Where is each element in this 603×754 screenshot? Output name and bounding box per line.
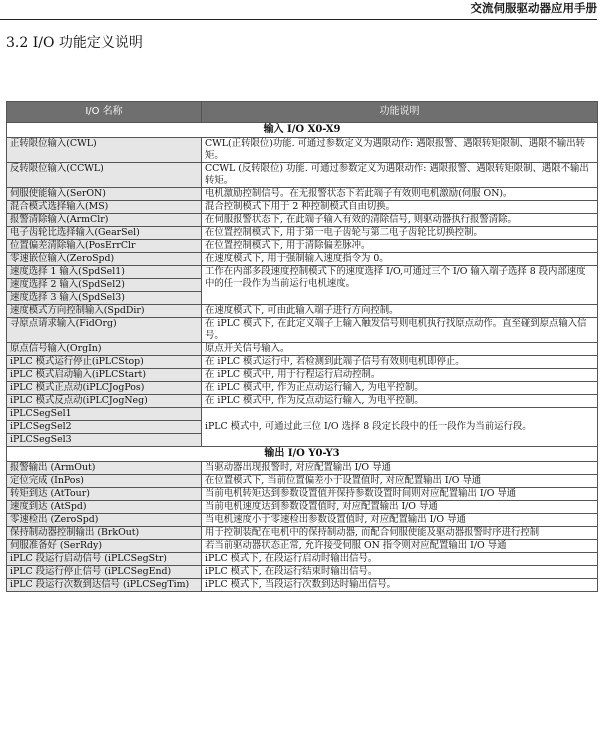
io-name: 寻原点请求输入(FidOrg) (7, 318, 202, 343)
table-row (7, 138, 598, 163)
table-row (7, 163, 598, 188)
table-row (7, 408, 598, 421)
io-name: 速度选择 2 输入(SpdSel2) (7, 279, 202, 292)
io-description: 当电机速度小于零速检出参数设置值时, 对应配置输出 I/O 导通 (202, 514, 598, 527)
table-row (7, 356, 598, 369)
table-row (7, 240, 598, 253)
table-row (7, 266, 598, 279)
io-name: 定位完成 (InPos) (7, 475, 202, 488)
io-name: 电子齿轮比选择输入(GearSel) (7, 227, 202, 240)
io-description: iPLC 模式下, 当段运行次数到达时输出信号。 (202, 579, 598, 592)
io-description: 在 iPLC 模式运行中, 若检测到此端子信号有效则电机即停止。 (202, 356, 598, 369)
io-name: 伺服准备好 (SerRdy) (7, 540, 202, 553)
io-name: 伺服使能输入(SerON) (7, 188, 202, 201)
io-name: 报警清除输入(ArmClr) (7, 214, 202, 227)
input-section-heading: 输入 I/O X0-X9 (7, 123, 598, 138)
io-description: 当驱动器出现报警时, 对应配置输出 I/O 导通 (202, 462, 598, 475)
io-description: 在位置控制模式下, 用于第一电子齿轮与第二电子齿轮比切换控制。 (202, 227, 598, 240)
io-description: 当前电机转矩达到参数设置值并保持参数设置时间则对应配置输出 I/O 导通 (202, 488, 598, 501)
io-name: 反转限位输入(CCWL) (7, 163, 202, 188)
io-description: 在速度模式下, 用于强制输入速度指令为 0。 (202, 253, 598, 266)
io-description: CWL(正转限位)功能. 可通过参数定义为遇限动作: 遇限报警、遇限转矩限制、遇限不输出转矩。 (202, 138, 598, 163)
io-description: 在伺服报警状态下, 在此端子输入有效的清除信号, 则驱动器执行报警清除。 (202, 214, 598, 227)
io-description: 若当前驱动器状态正常, 允许接受伺服 ON 指令则对应配置输出 I/O 导通 (202, 540, 598, 553)
table-row (7, 214, 598, 227)
io-name: iPLCSegSel3 (7, 434, 202, 447)
io-name: 转矩到达 (AtTour) (7, 488, 202, 501)
io-name: 速度到达 (AtSpd) (7, 501, 202, 514)
table-row (7, 501, 598, 514)
output-section-heading: 输出 I/O Y0-Y3 (7, 447, 598, 462)
column-header-function: 功能说明 (202, 102, 598, 123)
io-description: 电机激励控制信号。在无报警状态下若此端子有效则电机激励(伺服 ON)。 (202, 188, 598, 201)
io-name: 零速检出 (ZeroSpd) (7, 514, 202, 527)
table-row (7, 462, 598, 475)
io-name: 保持制动器控制输出 (BrkOut) (7, 527, 202, 540)
io-description: 在 iPLC 模式中, 作为正点动运行输入, 为电平控制。 (202, 382, 598, 395)
io-name: iPLC 模式启动输入(iPLCStart) (7, 369, 202, 382)
table-row (7, 514, 598, 527)
io-name: iPLCSegSel2 (7, 421, 202, 434)
table-row (7, 382, 598, 395)
table-row (7, 475, 598, 488)
io-name: 速度模式方向控制输入(SpdDir) (7, 305, 202, 318)
table-row (7, 527, 598, 540)
io-name: iPLC 段运行次数到达信号 (iPLCSegTim) (7, 579, 202, 592)
table-row (7, 188, 598, 201)
table-row (7, 488, 598, 501)
io-description: 工作在内部多段速度控制模式下的速度选择 I/O,可通过三个 I/O 输入端子选择 8 段内部速度中的任一段作为当前运行电机速度。 (202, 266, 598, 305)
io-description: 在 iPLC 模式中, 用于行程运行启动控制。 (202, 369, 598, 382)
io-description: iPLC 模式下, 在段运行结束时输出信号。 (202, 566, 598, 579)
table-row (7, 305, 598, 318)
io-description: 在位置模式下, 当前位置偏差小于设置值时, 对应配置输出 I/O 导通 (202, 475, 598, 488)
io-description: 在 iPLC 模式中, 作为反点动运行输入, 为电平控制。 (202, 395, 598, 408)
io-description: iPLC 模式下, 在段运行启动时输出信号。 (202, 553, 598, 566)
io-description: CCWL (反转限位) 功能. 可通过参数定义为遇限动作: 遇限报警、遇限转矩限制、遇限不输出转矩。 (202, 163, 598, 188)
io-name: 原点信号输入(OrgIn) (7, 343, 202, 356)
table-row (7, 369, 598, 382)
io-description: 混合控制模式下用于 2 种控制模式自由切换。 (202, 201, 598, 214)
io-function-table (6, 101, 598, 592)
table-row (7, 579, 598, 592)
io-description: 当前电机速度达到参数设置值时, 对应配置输出 I/O 导通 (202, 501, 598, 514)
section-title: 3.2 I/O 功能定义说明 (6, 35, 143, 51)
table-row (7, 343, 598, 356)
io-name: iPLC 模式运行停止(iPLCStop) (7, 356, 202, 369)
table-row (7, 553, 598, 566)
io-name: 位置偏差清除输入(PosErrClr (7, 240, 202, 253)
io-description: 在 iPLC 模式下, 在此定义端子上输入触发信号则电机执行找原点动作。直至碰到原点输入信号。 (202, 318, 598, 343)
io-description: 原点开关信号输入。 (202, 343, 598, 356)
table-row (7, 318, 598, 343)
io-name: 报警输出 (ArmOut) (7, 462, 202, 475)
io-name: 混合模式选择输入(MS) (7, 201, 202, 214)
column-header-io-name: I/O 名称 (7, 102, 202, 123)
io-name: iPLC 模式反点动(iPLCJogNeg) (7, 395, 202, 408)
io-name: iPLCSegSel1 (7, 408, 202, 421)
table-row (7, 227, 598, 240)
table-row (7, 540, 598, 553)
table-row (7, 253, 598, 266)
io-name: 正转限位输入(CWL) (7, 138, 202, 163)
io-description: 在位置控制模式下, 用于清除偏差脉冲。 (202, 240, 598, 253)
io-description: iPLC 模式中, 可通过此三位 I/O 选择 8 段定长段中的任一段作为当前运行段。 (202, 408, 598, 447)
table-row (7, 201, 598, 214)
io-name: 零速嵌位输入(ZeroSpd) (7, 253, 202, 266)
table-row (7, 395, 598, 408)
table-row (7, 566, 598, 579)
io-name: iPLC 段运行启动信号 (iPLCSegStr) (7, 553, 202, 566)
io-description: 在速度模式下, 可由此输入端子进行方向控制。 (202, 305, 598, 318)
running-header: 交流伺服驱动器应用手册 (0, 0, 597, 20)
io-description: 用于控制装配在电机中的保持制动器, 而配合伺服使能及驱动器报警时序进行控制 (202, 527, 598, 540)
io-name: 速度选择 1 输入(SpdSel1) (7, 266, 202, 279)
io-name: iPLC 段运行停止信号 (iPLCSegEnd) (7, 566, 202, 579)
io-name: 速度选择 3 输入(SpdSel3) (7, 292, 202, 305)
io-name: iPLC 模式正点动(iPLCJogPos) (7, 382, 202, 395)
